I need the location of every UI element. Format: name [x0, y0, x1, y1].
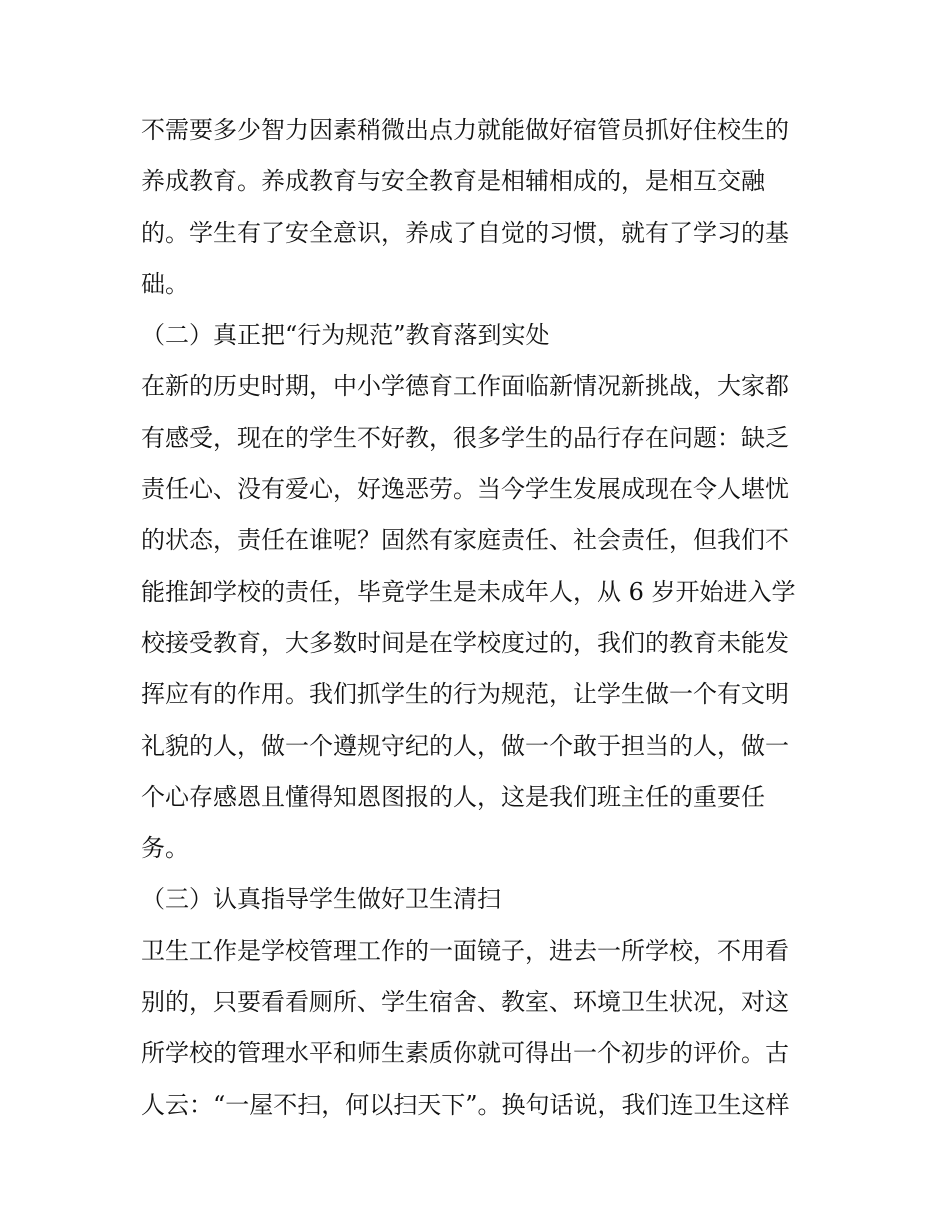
body-line: 的。学生有了安全意识，养成了自觉的习惯，就有了学习的基: [141, 218, 789, 247]
section-heading: （二）真正把“行为规范”教育落到实处: [141, 321, 550, 350]
body-line: 责任心、没有爱心，好逸恶劳。当今学生发展成现在令人堪忧: [141, 475, 789, 504]
body-line: 所学校的管理水平和师生素质你就可得出一个初步的评价。古: [141, 1039, 789, 1068]
section-heading: （三）认真指导学生做好卫生清扫: [141, 885, 501, 914]
body-line: 人云：“一屋不扫，何以扫天下”。换句话说，我们连卫生这样: [141, 1090, 790, 1119]
body-line: 校接受教育，大多数时间是在学校度过的，我们的教育未能发: [141, 628, 789, 657]
body-line: 个心存感恩且懂得知恩图报的人，这是我们班主任的重要任: [141, 782, 765, 811]
body-line: 卫生工作是学校管理工作的一面镜子，进去一所学校，不用看: [141, 936, 789, 965]
body-line: 在新的历史时期，中小学德育工作面临新情况新挑战，大家都: [141, 372, 789, 401]
body-line: 的状态，责任在谁呢？固然有家庭责任、社会责任，但我们不: [141, 526, 789, 555]
document-body: [141, 105, 821, 1131]
body-line: 务。: [141, 834, 189, 863]
body-line: 别的，只要看看厕所、学生宿舍、教室、环境卫生状况，对这: [141, 988, 789, 1017]
body-line: 养成教育。养成教育与安全教育是相辅相成的，是相互交融: [141, 167, 765, 196]
body-line: 有感受，现在的学生不好教，很多学生的品行存在问题：缺乏: [141, 423, 789, 452]
body-line: 挥应有的作用。我们抓学生的行为规范，让学生做一个有文明: [141, 680, 789, 709]
body-line: 礼貌的人，做一个遵规守纪的人，做一个敢于担当的人，做一: [141, 731, 789, 760]
body-line: 能推卸学校的责任，毕竟学生是未成年人，从 6 岁开始进入学: [141, 577, 796, 606]
body-line: 础。: [141, 269, 189, 298]
body-line: 不需要多少智力因素稍微出点力就能做好宿管员抓好住校生的: [141, 116, 789, 144]
